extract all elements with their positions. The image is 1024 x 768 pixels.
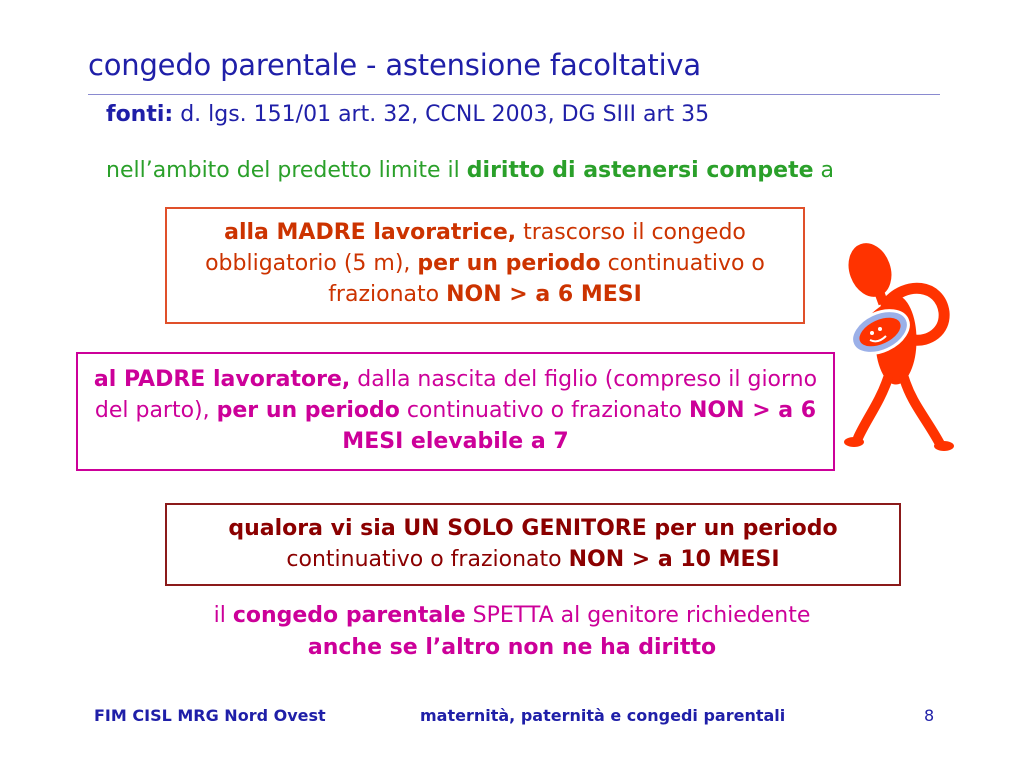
mother-text-1: trascorso il congedo obbligatorio (5 m), xyxy=(205,220,746,276)
mother-period: per un periodo xyxy=(417,251,601,276)
single-parent-heading: qualora vi sia UN SOLO GENITORE per un periodo xyxy=(228,516,838,541)
note-text-2: SPETTA al genitore richiedente xyxy=(465,603,811,628)
single-parent-text: continuativo o frazionato xyxy=(286,547,569,572)
intro-pre: nell’ambito del predetto limite il xyxy=(106,158,467,183)
closing-note xyxy=(0,600,1024,664)
single-parent-rule-box xyxy=(165,503,901,586)
father-text-1: dalla nascita del figlio (compreso il giorno del parto), xyxy=(94,367,818,423)
father-period: per un periodo xyxy=(216,398,400,423)
page-number: 8 xyxy=(924,706,935,725)
note-bold-1: congedo parentale xyxy=(232,603,466,628)
intro-post: a xyxy=(813,158,834,183)
note-bold-2: anche se l’altro non ne ha diritto xyxy=(307,635,717,660)
father-heading: al PADRE lavoratore, xyxy=(93,367,351,392)
sources-line xyxy=(106,102,709,127)
intro-bold: diritto di astenersi compete xyxy=(466,158,814,183)
mother-limit: NON > a 6 MESI xyxy=(446,282,642,307)
father-limit: NON > a 6 MESI elevabile a 7 xyxy=(342,398,817,454)
slide-title: congedo parentale - astensione facoltativa xyxy=(88,48,701,82)
mother-text-2: continuativo o frazionato xyxy=(328,251,765,307)
single-parent-limit: NON > a 10 MESI xyxy=(568,547,780,572)
mother-rule-box xyxy=(165,207,805,324)
footer-topic: maternità, paternità e congedi parentali xyxy=(420,706,786,725)
sources-label: fonti: xyxy=(106,102,174,127)
note-text-1: il xyxy=(213,603,233,628)
title-divider xyxy=(88,94,940,95)
footer-organization: FIM CISL MRG Nord Ovest xyxy=(94,706,326,725)
sources-text: d. lgs. 151/01 art. 32, CCNL 2003, DG SIII art 35 xyxy=(173,102,710,127)
parent-holding-baby-illustration xyxy=(836,232,954,454)
intro-line xyxy=(106,158,834,183)
father-text-2: continuativo o frazionato xyxy=(399,398,690,423)
father-rule-box xyxy=(76,352,835,471)
mother-heading: alla MADRE lavoratrice, xyxy=(224,220,517,245)
